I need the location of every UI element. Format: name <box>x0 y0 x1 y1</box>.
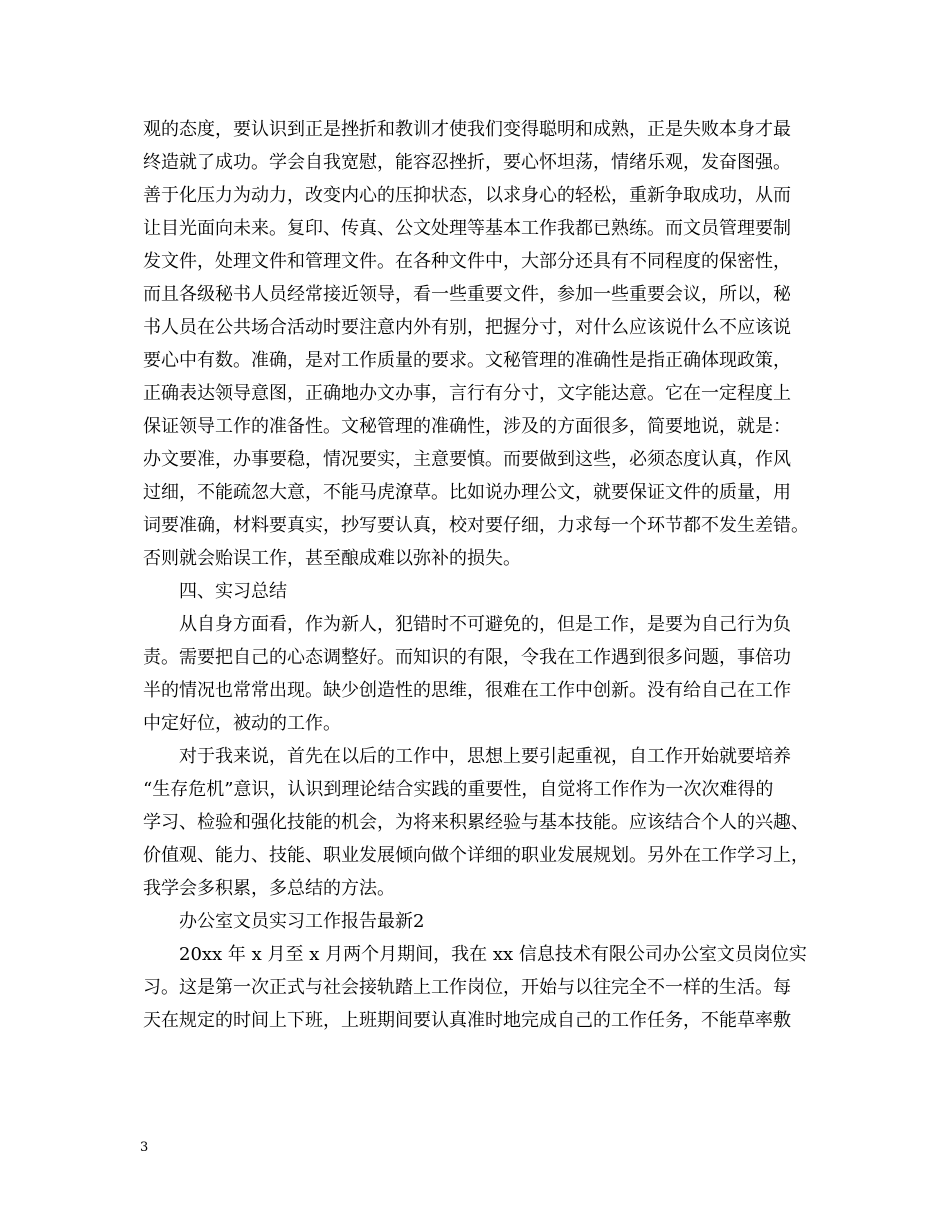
text-line: 要心中有数。准确，是对工作质量的要求。文秘管理的准确性是指正确体现政策， <box>143 350 791 371</box>
text-line: 词要准确，材料要真实，抄写要认真，校对要仔细，力求每一个环节都不发生差错。 <box>143 515 809 536</box>
text-line: 善于化压力为动力，改变内心的压抑状态，以求身心的轻松，重新争取成功，从而 <box>143 185 791 206</box>
text-line: 我学会多积累，多总结的方法。 <box>143 878 395 899</box>
section-heading: 办公室文员实习工作报告最新2 <box>179 911 425 932</box>
text-line: 半的情况也常常出现。缺少创造性的思维，很难在工作中创新。没有给自己在工作 <box>143 680 791 701</box>
text-line: 天在规定的时间上下班，上班期间要认真准时地完成自己的工作任务，不能草率敷 <box>143 1010 791 1031</box>
text-line: 而且各级秘书人员经常接近领导，看一些重要文件，参加一些重要会议，所以，秘 <box>143 284 791 305</box>
section-heading: 四、实习总结 <box>179 581 287 602</box>
text-line: 学习、检验和强化技能的机会，为将来积累经验与基本技能。应该结合个人的兴趣、 <box>143 812 809 833</box>
text-line: 否则就会贻误工作，甚至酿成难以弥补的损失。 <box>143 548 521 569</box>
text-line: 书人员在公共场合活动时要注意内外有别，把握分寸，对什么应该说什么不应该说 <box>143 317 791 338</box>
text-line: 终造就了成功。学会自我宽慰，能容忍挫折，要心怀坦荡，情绪乐观，发奋图强。 <box>143 152 791 173</box>
text-line: 观的态度，要认识到正是挫折和教训才使我们变得聪明和成熟，正是失败本身才最 <box>143 119 791 140</box>
text-line: 责。需要把自己的心态调整好。而知识的有限，令我在工作遇到很多问题，事倍功 <box>143 647 791 668</box>
text-line: 正确表达领导意图，正确地办文办事，言行有分寸，文字能达意。它在一定程度上 <box>143 383 791 404</box>
text-line: 对于我来说，首先在以后的工作中，思想上要引起重视，自工作开始就要培养 <box>179 746 791 767</box>
text-line: 让目光面向未来。复印、传真、公文处理等基本工作我都已熟练。而文员管理要制 <box>143 218 791 239</box>
text-line: 发文件，处理文件和管理文件。在各种文件中，大部分还具有不同程度的保密性， <box>143 251 791 272</box>
text-line: 保证领导工作的准备性。文秘管理的准确性，涉及的方面很多，简要地说，就是： <box>143 416 791 437</box>
text-line: 习。这是第一次正式与社会接轨踏上工作岗位，开始与以往完全不一样的生活。每 <box>143 977 791 998</box>
text-line: “生存危机”意识，认识到理论结合实践的重要性，自觉将工作作为一次次难得的 <box>143 779 774 800</box>
text-line: 过细，不能疏忽大意，不能马虎潦草。比如说办理公文，就要保证文件的质量，用 <box>143 482 791 503</box>
page-number: 3 <box>140 1140 149 1155</box>
text-line: 价值观、能力、技能、职业发展倾向做个详细的职业发展规划。另外在工作学习上， <box>143 845 809 866</box>
text-line: 办文要准，办事要稳，情况要实，主意要慎。而要做到这些，必须态度认真，作风 <box>143 449 791 470</box>
text-line: 20xx 年 x 月至 x 月两个月期间，我在 xx 信息技术有限公司办公室文员岗位实 <box>179 944 807 965</box>
text-line: 从自身方面看，作为新人，犯错时不可避免的，但是工作，是要为自己行为负 <box>179 614 791 635</box>
text-line: 中定好位，被动的工作。 <box>143 713 341 734</box>
